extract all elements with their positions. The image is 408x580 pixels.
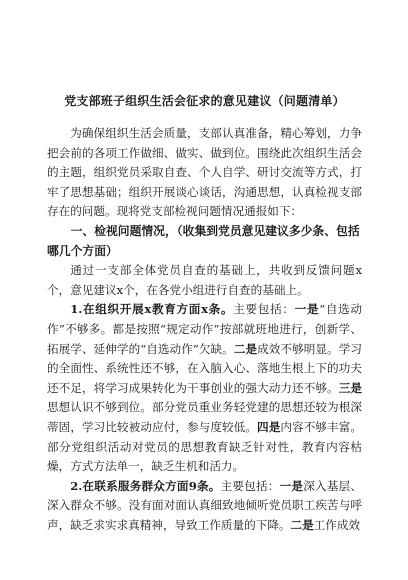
item-2-text-c: 工作成效 — [313, 517, 361, 532]
section-1-paragraph: 通过一支部全体党员自查的基础上，共收到反馈问题x个，意见建议x个，在各党小组进行自查的基础上。 — [47, 263, 362, 297]
item-1-text-c: 成效不够明显。学习的全面性、系统性还不够，在入脑入心、落地生根上下的功夫还不足，将学习成果转化为干事创业的强大动力还不够。 — [47, 341, 362, 395]
document-title: 党支部班子组织生活会征求的意见建议（问题清单） — [64, 94, 345, 108]
item-1-mark-2: 二是 — [233, 341, 258, 356]
item-1-heading: 1.在组织开展x教育方面x条。 — [70, 302, 234, 317]
item-2-mark-2: 二是 — [290, 517, 314, 532]
item-1-mark-1: 一是 — [294, 302, 320, 317]
item-1-text-d: 思想认识不够到位。部分党员重业务轻党建的思想还较为根深蒂固，学习比较被动应付，参与度较低。 — [47, 400, 362, 434]
item-1-mark-3: 三是 — [338, 380, 362, 395]
item-2-text-a: 主要包括： — [220, 478, 280, 493]
item-2-text-b: 深入基层、深入群众不够。没有面对面认真细致地倾听党员职工疾苦与呼声，缺乏求实求真精神，导致工作质量的下降。 — [47, 478, 362, 532]
item-1-text-a: 主要包括： — [233, 302, 295, 317]
item-1-text-b: “自选动作”不够多。都是按照“规定动作”按部就班地进行，创新学、拓展学、延伸学的“自选动作”欠缺。 — [47, 302, 362, 356]
item-1-paragraph — [47, 300, 362, 476]
item-1-mark-4: 四是 — [257, 419, 281, 434]
item-2-mark-1: 一是 — [279, 478, 304, 493]
section-heading-1: 一、检视问题情况，（收集到党员意见建议多少条、包括哪几个方面） — [47, 223, 360, 258]
intro-paragraph: 为确保组织生活会质量，支部认真准备，精心筹划，力争把会前的各项工作做细、做实、做到位。围绕此次组织生活会的主题，组织党员采取自查、个人自学、研讨交流等方式，打牢了思想基础；组织开展谈心谈话，沟通思想，认真检视支部存在的问题。现将党支部检视问题情况通报如下： — [47, 126, 362, 219]
item-2-paragraph — [47, 477, 362, 536]
item-2-heading: 2.在联系服务群众方面9条。 — [70, 478, 221, 493]
item-1-text-e: 内容不够丰富。部分党组织活动对党员的思想教育缺乏针对性，教育内容枯燥，方式方法单一，缺乏生机和活力。 — [47, 419, 362, 474]
